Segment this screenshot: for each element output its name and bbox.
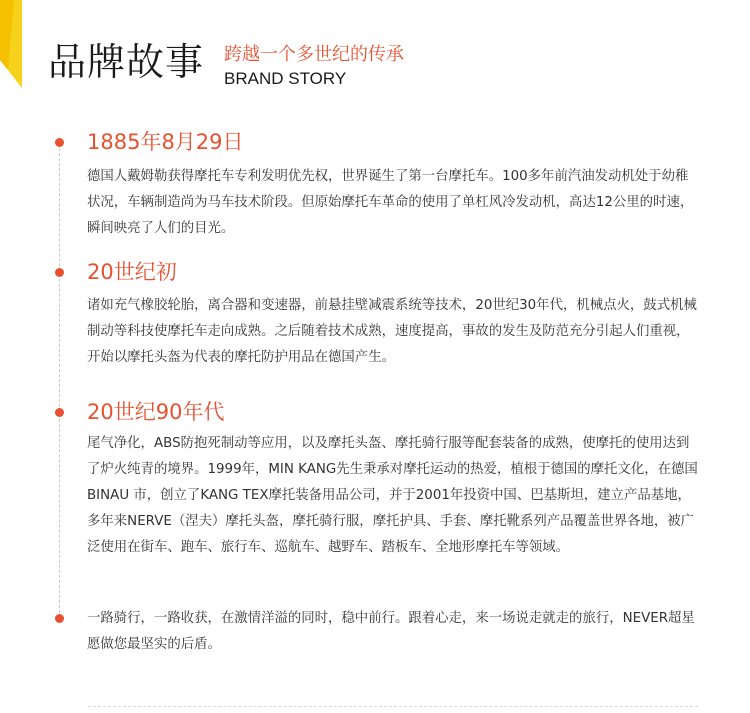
brand-story-header (48, 38, 738, 98)
timeline-line (59, 138, 60, 618)
section-title-1990s: 20世纪90年代 (87, 400, 225, 424)
section-title-early-20th: 20世纪初 (87, 260, 177, 284)
section-text-early-20th: 诸如充气橡胶轮胎，离合器和变速器，前悬挂壁减震系统等技术，20世纪30年代，机械点火，鼓式机械制动等科技使摩托车走向成熟。之后随着技术成熟，速度提高，事故的发生及防范充分引起人们重视，开始以摩托头盔为代表的摩托防护用品在德国产生。 (87, 298, 697, 365)
bottom-divider (88, 706, 698, 707)
corner-decoration (0, 0, 22, 88)
timeline-dot (55, 268, 64, 277)
closing-text: 一路骑行，一路收获，在激情洋溢的同时，稳中前行。跟着心走，来一场说走就走的旅行，NEVER超星愿做您最坚实的后盾。 (87, 611, 695, 652)
section-text-1990s: 尾气净化，ABS防抱死制动等应用，以及摩托头盔、摩托骑行服等配套装备的成熟，使摩托的使用达到了炉火纯青的境界。1999年，MIN KANG先生秉承对摩托运动的热爱，植根于德国的摩托文化，在德国BINAU 市，创立了KANG TEX摩托装备用品公司，并于2001年投资中国、巴基斯坦，建立产品基地，多年来NERVE（涅夫）摩托头盔，摩托骑行服，摩托护具、手套、摩托靴系列产品覆盖世界各地，被广泛使用在街车、跑车、旅行车、巡航车、越野车、踏板车、全地形摩托车等领域。 (87, 436, 698, 555)
section-title-1885: 1885年8月29日 (87, 130, 244, 154)
page-subtitle-cn: 跨越一个多世纪的传承 (224, 44, 404, 65)
timeline-dot (55, 408, 64, 417)
page-subtitle-en: BRAND STORY (224, 69, 347, 88)
timeline-dot (55, 138, 64, 147)
timeline-dot (55, 614, 64, 623)
page-title: 品牌故事 (48, 40, 205, 84)
section-text-1885: 德国人戴姆勒获得摩托车专利发明优先权，世界诞生了第一台摩托车。100多年前汽油发动机处于幼稚状况，车辆制造尚为马车技术阶段。但原始摩托车革命的使用了单杠风冷发动机，高达12公里的时速，瞬间映亮了人们的目光。 (87, 169, 694, 236)
